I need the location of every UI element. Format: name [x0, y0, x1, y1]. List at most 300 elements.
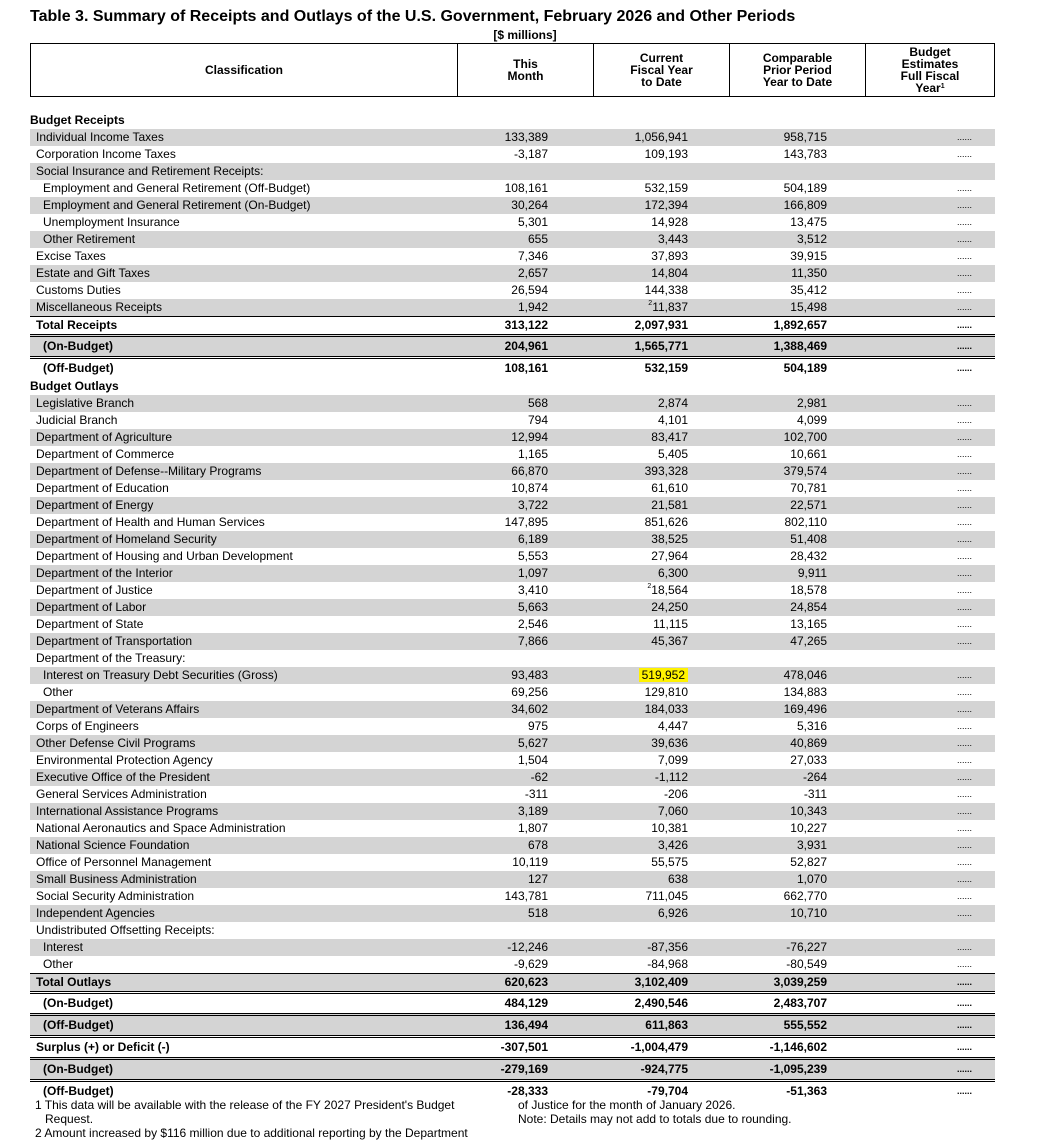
value-text: 204,961	[504, 339, 548, 353]
value-text: 504,189	[783, 181, 827, 195]
placeholder-dots: ......	[957, 415, 973, 425]
value-text: -311	[803, 787, 827, 801]
row-label: Department of Energy	[36, 498, 154, 512]
table-row	[30, 888, 995, 905]
row-value-col1	[507, 939, 548, 956]
placeholder-dots: ......	[957, 687, 973, 697]
value-text: 35,412	[790, 283, 827, 297]
value-text: 2,981	[796, 396, 827, 410]
placeholder-dots: ......	[957, 1064, 973, 1074]
row-value-col3	[798, 565, 827, 582]
value-text: 711,045	[645, 889, 688, 903]
value-text: 5,663	[517, 600, 548, 614]
row-label: Department of State	[36, 617, 144, 631]
row-value-col2	[645, 1016, 688, 1035]
placeholder-dots: ......	[957, 534, 973, 544]
value-text: 4,447	[657, 719, 688, 733]
row-value-col3	[784, 129, 827, 146]
value-text: -1,004,479	[630, 1040, 688, 1054]
row-value-col2	[651, 497, 688, 514]
table-row	[30, 616, 995, 633]
row-label: International Assistance Programs	[36, 804, 219, 818]
row-value-col3	[770, 1060, 827, 1079]
table-row	[30, 599, 995, 616]
table-row	[30, 497, 995, 514]
value-text: 1,892,657	[773, 318, 827, 332]
row-value-col3	[790, 446, 827, 463]
row-value-col3	[784, 463, 827, 480]
value-text: 47,265	[790, 634, 827, 648]
row-value-col3	[797, 718, 827, 735]
value-text: 379,574	[783, 464, 827, 478]
row-label: General Services Administration	[36, 787, 207, 801]
row-value-col3	[804, 786, 827, 803]
table-row	[30, 197, 995, 214]
row-value-col1	[518, 497, 548, 514]
row-value-col1	[518, 446, 548, 463]
row-value-col2	[658, 412, 688, 429]
value-text: 45,367	[651, 634, 688, 648]
row-value-col1	[528, 412, 548, 429]
row-value-col1	[528, 395, 548, 412]
row-value-col2	[639, 667, 688, 684]
row-value-col3	[774, 974, 827, 991]
table-row	[30, 786, 995, 803]
row-value-col1	[505, 180, 548, 197]
table-row	[30, 1057, 995, 1079]
value-text: 13,165	[790, 617, 827, 631]
placeholder-dots: ......	[957, 302, 973, 312]
table-row	[30, 146, 995, 163]
row-value-col3	[797, 231, 827, 248]
value-text: -28,333	[507, 1084, 548, 1098]
footnote-marker: 1	[940, 83, 945, 90]
placeholder-dots: ......	[957, 132, 973, 142]
row-value-col2	[651, 599, 688, 616]
value-text: -51,363	[786, 1084, 827, 1098]
footnotes-left	[35, 1098, 475, 1140]
value-text: 3,410	[517, 583, 548, 597]
row-label: Department of Commerce	[36, 447, 175, 461]
value-text: 83,417	[651, 430, 688, 444]
table-row	[30, 231, 995, 248]
value-text: 662,770	[783, 889, 827, 903]
row-label: Department of Justice	[36, 583, 153, 597]
value-text: 14,928	[651, 215, 688, 229]
table-row	[30, 548, 995, 565]
row-label: Department of Transportation	[36, 634, 193, 648]
table-row	[30, 1013, 995, 1035]
placeholder-dots: ......	[957, 602, 973, 612]
row-value-col2	[651, 429, 688, 446]
row-label: Department of Veterans Affairs	[36, 702, 200, 716]
row-value-col1	[518, 616, 548, 633]
row-label: Budget Receipts	[30, 113, 125, 127]
row-value-col2	[651, 735, 688, 752]
value-text: 136,494	[504, 1018, 548, 1032]
placeholder-dots: ......	[957, 959, 973, 969]
row-label: Excise Taxes	[36, 249, 106, 263]
row-value-col2	[647, 956, 688, 973]
value-text: 851,626	[644, 515, 688, 529]
row-value-col2	[647, 582, 688, 599]
row-value-col1	[505, 129, 548, 146]
footnote-2-cont: of Justice for the month of January 2026.	[518, 1098, 736, 1112]
value-text: -264	[802, 770, 827, 784]
value-text: 3,189	[517, 804, 548, 818]
placeholder-dots: ......	[957, 789, 973, 799]
value-text: 169,496	[783, 702, 827, 716]
value-text: 40,869	[790, 736, 827, 750]
row-label: Other	[43, 957, 74, 971]
value-text: 108,161	[504, 181, 548, 195]
row-value-col3	[790, 735, 827, 752]
row-label: Department of Education	[36, 481, 169, 495]
table-row	[30, 299, 995, 316]
value-text: -80,549	[786, 957, 827, 971]
placeholder-dots: ......	[957, 449, 973, 459]
row-value-col2	[653, 616, 688, 633]
row-value-col3	[785, 514, 828, 531]
row-value-col2	[641, 1060, 688, 1079]
placeholder-dots: ......	[957, 823, 973, 833]
value-text: 620,623	[504, 975, 548, 989]
header-line: Full Fiscal	[900, 69, 960, 83]
value-text: 10,227	[790, 821, 827, 835]
value-text: 10,381	[651, 821, 688, 835]
row-value-col1	[501, 1060, 548, 1079]
placeholder-dots: ......	[957, 500, 973, 510]
row-value-col3	[774, 337, 827, 356]
row-value-col3	[790, 299, 827, 316]
placeholder-dots: ......	[957, 483, 973, 493]
table-row	[30, 956, 995, 973]
row-label: Interest on Treasury Debt Securities (Gross)	[43, 668, 278, 682]
row-value-col1	[511, 684, 548, 701]
row-value-col1	[511, 701, 548, 718]
row-value-col1	[514, 956, 548, 973]
value-text: 166,809	[783, 198, 827, 212]
value-text: 52,827	[790, 855, 827, 869]
value-text: 2,483,707	[773, 996, 827, 1010]
row-value-col1	[501, 1038, 548, 1057]
value-text: 27,964	[651, 549, 688, 563]
row-value-col2	[645, 180, 688, 197]
value-text: -12,246	[507, 940, 548, 954]
row-value-col2	[645, 359, 688, 378]
row-value-col1	[525, 786, 548, 803]
placeholder-dots: ......	[957, 840, 973, 850]
value-text: 7,060	[657, 804, 688, 818]
row-value-col3	[784, 1016, 827, 1035]
placeholder-dots: ......	[957, 285, 973, 295]
table-row	[30, 667, 995, 684]
value-text: 638	[667, 872, 688, 886]
value-text: 518	[527, 906, 548, 920]
table-body	[30, 112, 995, 1101]
value-text: 1,388,469	[773, 339, 827, 353]
value-text: -79,704	[647, 1084, 688, 1098]
value-text: 144,338	[644, 283, 688, 297]
placeholder-dots: ......	[957, 363, 973, 373]
value-text: 3,443	[657, 232, 688, 246]
table-row	[30, 316, 995, 334]
value-text: 2,546	[517, 617, 548, 631]
value-text: -62	[530, 770, 548, 784]
row-value-col1	[514, 146, 548, 163]
row-value-col2	[651, 265, 688, 282]
row-value-col2	[635, 974, 688, 991]
row-value-col1	[531, 769, 548, 786]
row-value-col3	[770, 1038, 827, 1057]
value-text: 3,931	[796, 838, 827, 852]
value-text: 484,129	[504, 996, 548, 1010]
value-text: -924,775	[640, 1062, 688, 1076]
header-line: Comparable	[762, 51, 833, 65]
row-value-col3	[790, 582, 827, 599]
row-value-col3	[797, 837, 827, 854]
value-text: 28,432	[790, 549, 827, 563]
value-text: 794	[527, 413, 548, 427]
row-label: Individual Income Taxes	[36, 130, 164, 144]
header-prior-period	[729, 44, 865, 96]
footnote-marker: 2	[647, 583, 652, 590]
row-value-col3	[784, 667, 827, 684]
header-line: Current	[639, 51, 684, 65]
value-text: 6,189	[517, 532, 548, 546]
value-text: 2,097,931	[634, 318, 688, 332]
header-current-fy	[593, 44, 729, 96]
row-value-col1	[511, 282, 548, 299]
row-value-col3	[803, 769, 827, 786]
table-row	[30, 395, 995, 412]
row-value-col3	[790, 752, 827, 769]
row-label: Interest	[43, 940, 84, 954]
row-label: Social Security Administration	[36, 889, 195, 903]
value-text: 1,097	[517, 566, 548, 580]
row-value-col2	[645, 197, 688, 214]
value-text: -311	[524, 787, 548, 801]
placeholder-dots: ......	[957, 942, 973, 952]
value-text: 4,101	[657, 413, 688, 427]
row-value-col3	[790, 854, 827, 871]
row-value-col3	[784, 429, 827, 446]
value-text: -9,629	[513, 957, 548, 971]
row-label: Estate and Gift Taxes	[36, 266, 150, 280]
row-value-col3	[790, 905, 827, 922]
row-value-col2	[648, 299, 688, 316]
row-value-col2	[651, 531, 688, 548]
value-text: 532,159	[644, 361, 688, 375]
row-value-col3	[790, 633, 827, 650]
row-value-col2	[635, 337, 688, 356]
value-text: 24,250	[651, 600, 688, 614]
row-label: Executive Office of the President	[36, 770, 210, 784]
row-label: Office of Personnel Management	[36, 855, 212, 869]
highlighted-value: 519,952	[639, 668, 688, 682]
value-text: 655	[527, 232, 548, 246]
row-label: Small Business Administration	[36, 872, 197, 886]
value-text: 93,483	[511, 668, 548, 682]
row-label: National Science Foundation	[36, 838, 190, 852]
value-text: 69,256	[511, 685, 548, 699]
footnote-1-cont: Request.	[45, 1112, 94, 1126]
value-text: 37,893	[651, 249, 688, 263]
row-value-col3	[784, 684, 827, 701]
row-value-col2	[645, 684, 688, 701]
placeholder-dots: ......	[957, 432, 973, 442]
placeholder-dots: ......	[957, 670, 973, 680]
row-value-col1	[505, 888, 548, 905]
row-value-col2	[658, 752, 688, 769]
value-text: 678	[527, 838, 548, 852]
row-value-col1	[518, 752, 548, 769]
row-value-col1	[505, 974, 548, 991]
table-row	[30, 531, 995, 548]
value-text: 39,915	[790, 249, 827, 263]
row-value-col2	[658, 803, 688, 820]
placeholder-dots: ......	[957, 585, 973, 595]
table-row	[30, 837, 995, 854]
row-value-col3	[790, 531, 827, 548]
row-value-col3	[784, 146, 827, 163]
value-text: 143,781	[504, 889, 548, 903]
row-value-col2	[635, 994, 688, 1013]
placeholder-dots: ......	[957, 857, 973, 867]
row-value-col2	[651, 248, 688, 265]
row-value-col1	[518, 214, 548, 231]
row-value-col3	[797, 871, 827, 888]
value-text: 478,046	[783, 668, 827, 682]
value-text: 102,700	[783, 430, 827, 444]
placeholder-dots: ......	[957, 551, 973, 561]
row-value-col1	[528, 905, 548, 922]
table-row	[30, 514, 995, 531]
row-value-col3	[790, 480, 827, 497]
table-row	[30, 939, 995, 956]
row-value-col1	[505, 337, 548, 356]
row-label: (On-Budget)	[43, 1062, 113, 1076]
row-value-col1	[511, 463, 548, 480]
row-value-col1	[518, 531, 548, 548]
placeholder-dots: ......	[957, 908, 973, 918]
table-row	[30, 735, 995, 752]
section-heading	[30, 378, 995, 395]
table-row	[30, 752, 995, 769]
row-value-col1	[518, 633, 548, 650]
row-label: Miscellaneous Receipts	[36, 300, 163, 314]
placeholder-dots: ......	[957, 183, 973, 193]
placeholder-dots: ......	[957, 704, 973, 714]
value-text: 802,110	[784, 515, 827, 529]
row-value-col1	[518, 599, 548, 616]
value-text: 15,498	[790, 300, 827, 314]
table-row	[30, 769, 995, 786]
row-value-col1	[518, 299, 548, 316]
row-value-col1	[505, 1016, 548, 1035]
value-text: 11,115	[653, 617, 688, 631]
row-value-col2	[635, 129, 688, 146]
placeholder-dots: ......	[957, 251, 973, 261]
value-text: 129,810	[644, 685, 688, 699]
row-label: Unemployment Insurance	[43, 215, 180, 229]
row-value-col1	[528, 231, 548, 248]
row-label: Department of Labor	[36, 600, 147, 614]
value-text: 11,837	[652, 300, 688, 314]
table-row	[30, 334, 995, 356]
row-label: Department of Defense--Military Programs	[36, 464, 262, 478]
table-title: Table 3. Summary of Receipts and Outlays of the U.S. Government, February 2026 and Other Periods	[30, 8, 796, 25]
value-text: 134,883	[783, 685, 827, 699]
row-label: (Off-Budget)	[43, 1084, 114, 1098]
value-text: 7,346	[517, 249, 548, 263]
header-line: Year to Date	[762, 75, 833, 89]
row-value-col3	[784, 197, 827, 214]
row-value-col1	[518, 565, 548, 582]
placeholder-dots: ......	[957, 1020, 973, 1030]
table-row	[30, 871, 995, 888]
value-text: 11,350	[791, 266, 827, 280]
row-value-col1	[511, 667, 548, 684]
table-row	[30, 973, 995, 991]
value-text: 133,389	[504, 130, 548, 144]
row-value-col1	[518, 248, 548, 265]
row-value-col2	[645, 701, 688, 718]
value-text: 127	[527, 872, 548, 886]
value-text: 3,512	[796, 232, 827, 246]
placeholder-dots: ......	[957, 568, 973, 578]
unit-label: [$ millions]	[493, 28, 557, 42]
placeholder-dots: ......	[957, 891, 973, 901]
placeholder-dots: ......	[957, 320, 973, 330]
row-label: Department of Health and Human Services	[36, 515, 265, 529]
header-line: Year	[915, 81, 941, 95]
table-row	[30, 718, 995, 735]
value-text: 143,783	[783, 147, 827, 161]
placeholder-dots: ......	[957, 806, 973, 816]
row-value-col2	[658, 395, 688, 412]
value-text: 5,553	[517, 549, 548, 563]
value-text: 109,193	[644, 147, 688, 161]
row-value-col3	[790, 214, 827, 231]
value-text: 555,552	[783, 1018, 827, 1032]
row-value-col1	[511, 197, 548, 214]
value-text: 21,581	[651, 498, 688, 512]
value-text: -1,112	[654, 770, 688, 784]
value-text: 108,161	[504, 361, 548, 375]
placeholder-dots: ......	[957, 517, 973, 527]
header-line: Fiscal Year	[630, 63, 693, 77]
row-value-col3	[790, 497, 827, 514]
table-row	[30, 633, 995, 650]
header-line: Budget	[909, 45, 951, 59]
row-label: National Aeronautics and Space Administration	[36, 821, 286, 835]
row-label: Other Defense Civil Programs	[36, 736, 196, 750]
value-text: 3,722	[517, 498, 548, 512]
row-value-col2	[658, 446, 688, 463]
value-text: 5,316	[796, 719, 827, 733]
value-text: 958,715	[783, 130, 827, 144]
footnote-note: Note: Details may not add to totals due to rounding.	[518, 1112, 792, 1126]
placeholder-dots: ......	[957, 341, 973, 351]
placeholder-dots: ......	[957, 200, 973, 210]
row-value-col3	[790, 599, 827, 616]
table-row	[30, 463, 995, 480]
row-label: Department of the Interior	[36, 566, 173, 580]
row-label: Undistributed Offsetting Receipts:	[36, 923, 215, 937]
value-text: 532,159	[644, 181, 688, 195]
value-text: -84,968	[647, 957, 688, 971]
